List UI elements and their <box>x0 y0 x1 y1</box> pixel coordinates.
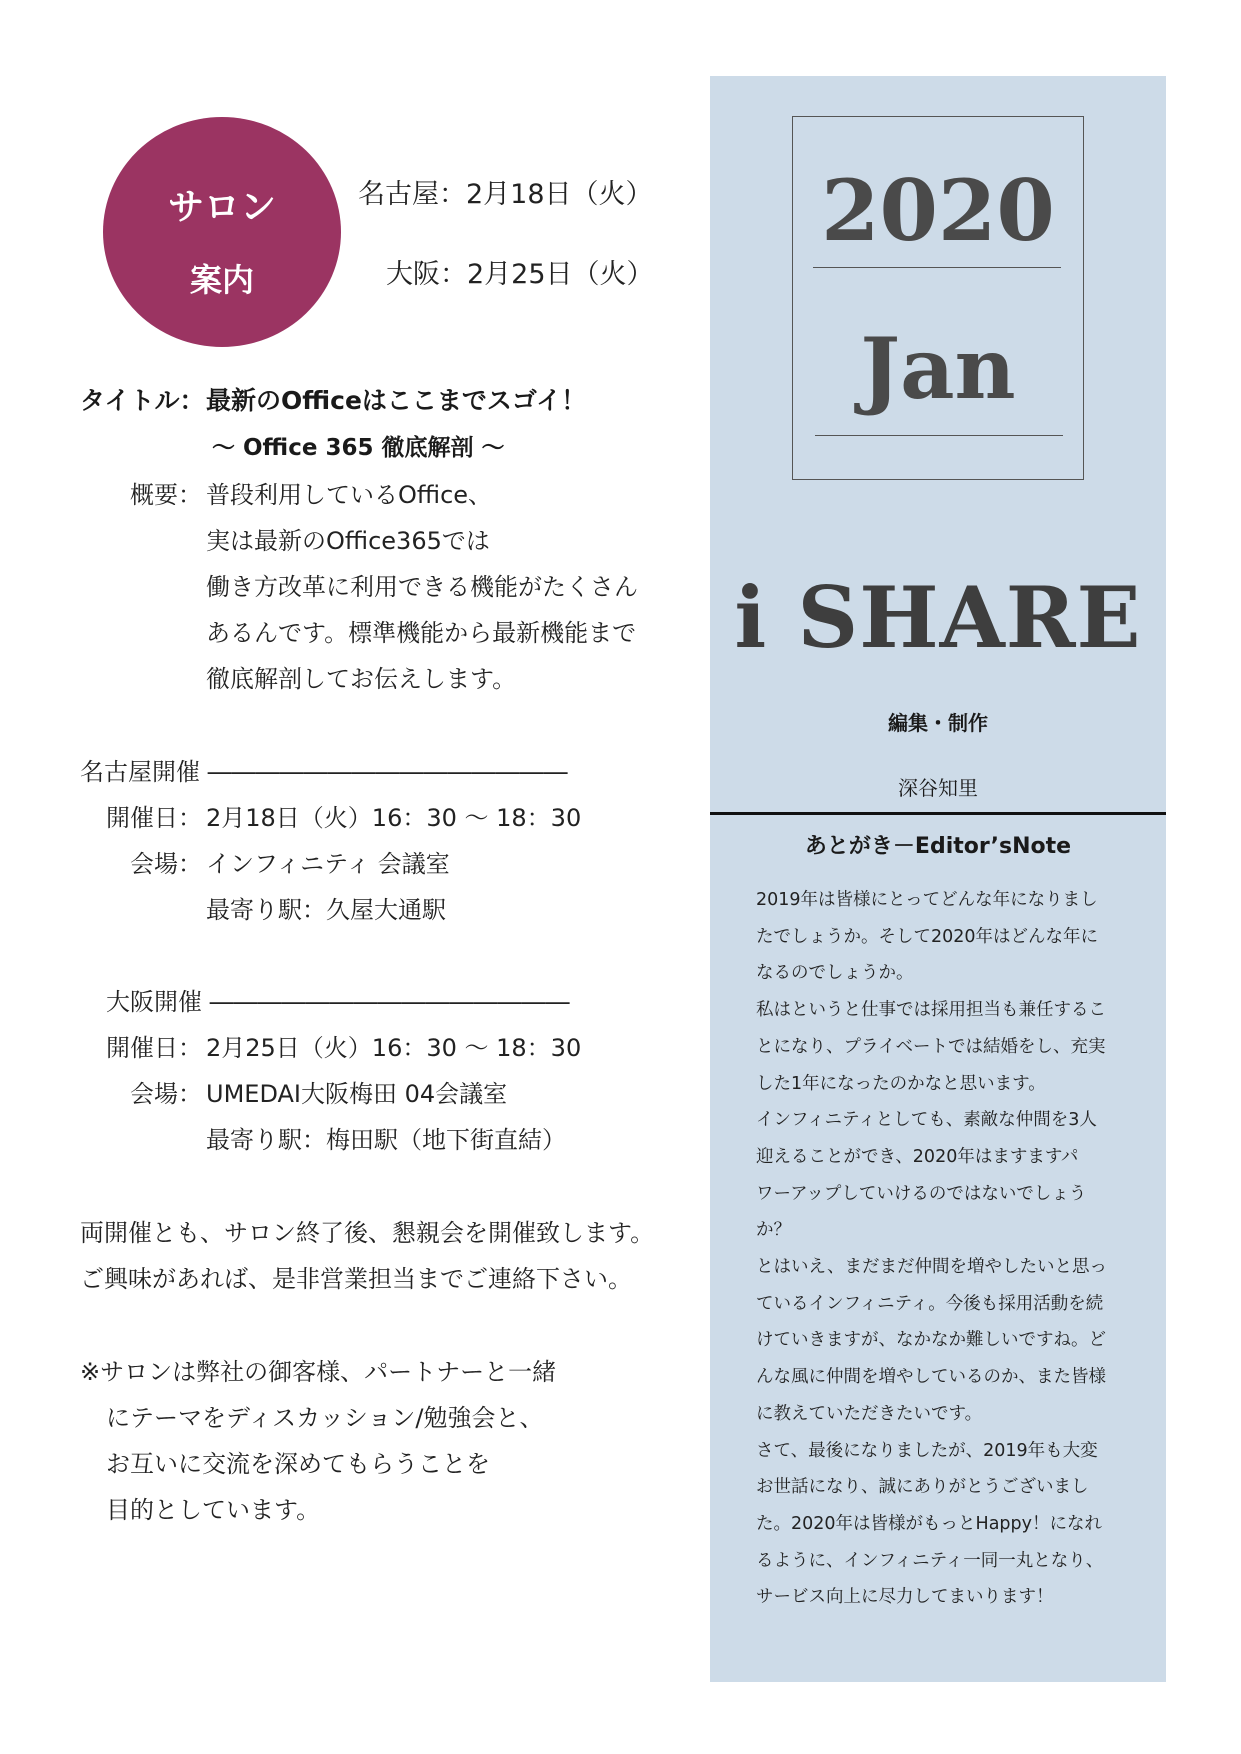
date-frame <box>792 116 1084 480</box>
note-line: けていきますが、なかなか難しいですね。ど <box>756 1330 1106 1351</box>
editor-note-title: あとがき－Editor’sNote <box>804 834 1072 859</box>
overview-line: 実は最新のOffice365では <box>206 527 490 555</box>
osaka-date-label: 開催日： <box>106 1034 202 1062</box>
overview-line: 徹底解剖してお伝えします。 <box>206 665 517 693</box>
note-line: るように、インフィニティ一同一丸となり、 <box>756 1550 1104 1571</box>
note-line: たでしょうか。そして2020年はどんな年に <box>756 926 1099 947</box>
newsletter-brand: i SHARE <box>734 568 1142 667</box>
remark-line: 目的としています。 <box>106 1496 321 1524</box>
osaka-station: 最寄り駅：梅田駅（地下街直結） <box>206 1126 566 1154</box>
nagoya-station: 最寄り駅：久屋大通駅 <box>206 896 446 924</box>
note-line: インフィニティとしても、素敵な仲間を3人 <box>756 1110 1097 1131</box>
editor-label: 編集・制作 <box>888 711 988 735</box>
osaka-date-value: 2月25日（火）16：30 ～ 18：30 <box>206 1034 582 1062</box>
osaka-date: 大阪：2月25日（火） <box>386 259 654 290</box>
remark-line: お互いに交流を深めてもらうことを <box>106 1450 490 1478</box>
title-label: タイトル： <box>80 386 205 415</box>
issue-year: 2020 <box>821 161 1055 260</box>
nagoya-date: 名古屋：2月18日（火） <box>358 179 653 210</box>
note-line: か？ <box>756 1220 791 1241</box>
sidebar-divider <box>710 812 1166 815</box>
salon-badge <box>103 117 341 347</box>
note-line: 2019年は皆様にとってどんな年になりまし <box>756 890 1098 910</box>
nagoya-venue-value: インフィニティ 会議室 <box>206 850 450 878</box>
party-line: 両開催とも、サロン終了後、懇親会を開催致します。 <box>80 1219 655 1247</box>
party-line: ご興味があれば、是非営業担当までご連絡下さい。 <box>80 1265 632 1293</box>
issue-month: Jan <box>860 319 1016 418</box>
note-line: た。2020年は皆様がもっとHappy！になれ <box>756 1513 1102 1534</box>
note-line: ているインフィニティ。今後も採用活動を続 <box>756 1293 1104 1314</box>
note-line: サービス向上に尽力してまいります！ <box>756 1587 1054 1608</box>
osaka-venue-value: UMEDAI大阪梅田 04会議室 <box>206 1080 508 1108</box>
seminar-title: 最新のOfficeはここまでスゴイ！ <box>206 386 587 415</box>
note-line: んな風に仲間を増やしているのか、また皆様 <box>756 1367 1106 1388</box>
overview-label: 概要： <box>130 481 202 509</box>
overview-line: あるんです。標準機能から最新機能まで <box>206 619 637 647</box>
osaka-venue-label: 会場： <box>130 1080 202 1108</box>
remark-line: にテーマをディスカッション/勉強会と、 <box>106 1404 544 1432</box>
salon-badge-line2: 案内 <box>189 261 254 299</box>
note-line: に教えていただきたいです。 <box>756 1403 983 1424</box>
sidebar-panel <box>710 76 1166 1682</box>
editor-note <box>756 882 1136 1616</box>
remark-line: ※サロンは弊社の御客様、パートナーと一緒 <box>80 1358 557 1386</box>
salon-badge-line1: サロン <box>167 187 276 228</box>
overview-line: 働き方改革に利用できる機能がたくさん <box>206 573 638 601</box>
frame-divider <box>813 267 1061 268</box>
editor-name: 深谷知里 <box>898 776 978 800</box>
note-line: お世話になり、誠にありがとうございまし <box>756 1477 1089 1498</box>
overview-line: 普段利用しているOffice、 <box>206 481 493 509</box>
note-line: した1年になったのかなと思います。 <box>756 1073 1046 1094</box>
note-line: 迎えることができ、2020年はますますパ <box>756 1146 1079 1167</box>
nagoya-venue-label: 会場： <box>130 850 202 878</box>
nagoya-date-value: 2月18日（火）16：30 ～ 18：30 <box>206 804 582 832</box>
nagoya-date-label: 開催日： <box>106 804 202 832</box>
note-line: なるのでしょうか。 <box>756 963 914 984</box>
note-line: 私はというと仕事では採用担当も兼任するこ <box>756 1000 1106 1021</box>
osaka-heading: 大阪開催 ――――――――――――――― <box>106 988 570 1016</box>
note-line: とになり、プライベートでは結婚をし、充実 <box>756 1036 1106 1057</box>
nagoya-heading: 名古屋開催 ――――――――――――――― <box>80 758 568 786</box>
note-line: さて、最後になりましたが、2019年も大変 <box>756 1440 1098 1461</box>
frame-divider <box>815 435 1063 436</box>
seminar-subtitle: ～ Office 365 徹底解剖 ～ <box>212 435 505 461</box>
note-line: ワーアップしていけるのではないでしょう <box>756 1183 1087 1204</box>
note-line: とはいえ、まだまだ仲間を増やしたいと思っ <box>756 1257 1108 1278</box>
